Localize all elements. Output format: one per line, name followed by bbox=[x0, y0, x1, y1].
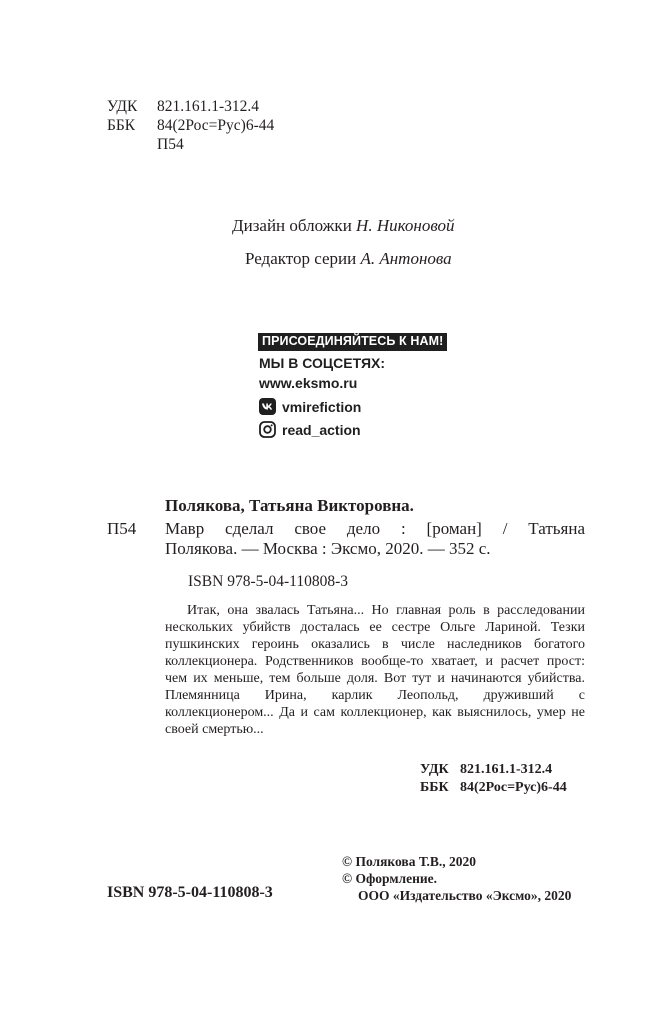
catalog-bbk-label: ББК bbox=[420, 780, 449, 795]
catalog-author-heading: Полякова, Татьяна Викторовна. bbox=[165, 496, 414, 515]
author-mark: П54 bbox=[157, 136, 184, 153]
annotation-text bbox=[165, 602, 585, 738]
vk-row[interactable] bbox=[259, 398, 361, 415]
cover-designer-name: Н. Никоновой bbox=[356, 216, 455, 235]
join-us-banner: ПРИСОЕДИНЯЙТЕСЬ К НАМ! bbox=[258, 333, 447, 351]
catalog-mark: П54 bbox=[107, 519, 137, 538]
publisher-line: ООО «Издательство «Эксмо», 2020 bbox=[358, 888, 572, 903]
udk-line bbox=[107, 97, 259, 116]
series-editor-label: Редактор серии bbox=[245, 249, 357, 268]
cover-design-label: Дизайн обложки bbox=[232, 216, 352, 235]
instagram-icon bbox=[259, 421, 276, 438]
bbk-value: 84(2Рос=Рус)6-44 bbox=[157, 117, 275, 134]
catalog-imprint-line: Полякова. — Москва : Эксмо, 2020. — 352 с. bbox=[165, 539, 491, 558]
series-editor-name: А. Антонова bbox=[360, 249, 452, 268]
instagram-row[interactable] bbox=[259, 421, 361, 438]
catalog-title-line: Мавр сделал свое дело : [роман] / Татьяна bbox=[165, 519, 585, 538]
bbk-label: ББК bbox=[107, 117, 136, 134]
website-link[interactable]: www.eksmo.ru bbox=[259, 375, 358, 391]
annotation-body: Итак, она звалась Татьяна... Но главная роль в расследовании нескольких убийств досталась ее сестре Ольге Лариной. Тезки пушкинских героинь оказались в числе наследников богатого коллекционера. Родственников вообще-то хватает, и расчет прост: чем их меньше, тем больше доля. Вот тут и начинаются убийства. Племянница Ирина, карлик Леопольд, друживший с коллекционером... Да и сам коллекционер, как выяснилось, умер не своей смертью... bbox=[165, 603, 585, 737]
catalog-bbk-value: 84(2Рос=Рус)6-44 bbox=[460, 780, 567, 795]
bbk-line bbox=[107, 116, 274, 135]
catalog-isbn: ISBN 978-5-04-110808-3 bbox=[188, 573, 349, 590]
catalog-udk-line bbox=[420, 761, 552, 779]
copyright-author: © Полякова Т.В., 2020 bbox=[342, 854, 476, 869]
catalog-udk-value: 821.161.1-312.4 bbox=[460, 762, 553, 777]
catalog-udk-label: УДК bbox=[420, 762, 449, 777]
footer-isbn: ISBN 978-5-04-110808-3 bbox=[107, 884, 273, 901]
vk-handle: vmirefiction bbox=[282, 399, 362, 415]
cover-design-credit bbox=[232, 216, 455, 236]
social-subtitle: МЫ В СОЦСЕТЯХ: bbox=[259, 355, 386, 371]
instagram-handle: read_action bbox=[282, 422, 361, 438]
udk-value: 821.161.1-312.4 bbox=[157, 98, 260, 115]
catalog-bbk-line bbox=[420, 779, 567, 797]
series-editor-credit bbox=[245, 249, 452, 269]
vk-icon bbox=[259, 398, 276, 415]
copyright-design: © Оформление. bbox=[342, 871, 438, 886]
udk-label: УДК bbox=[107, 98, 138, 115]
